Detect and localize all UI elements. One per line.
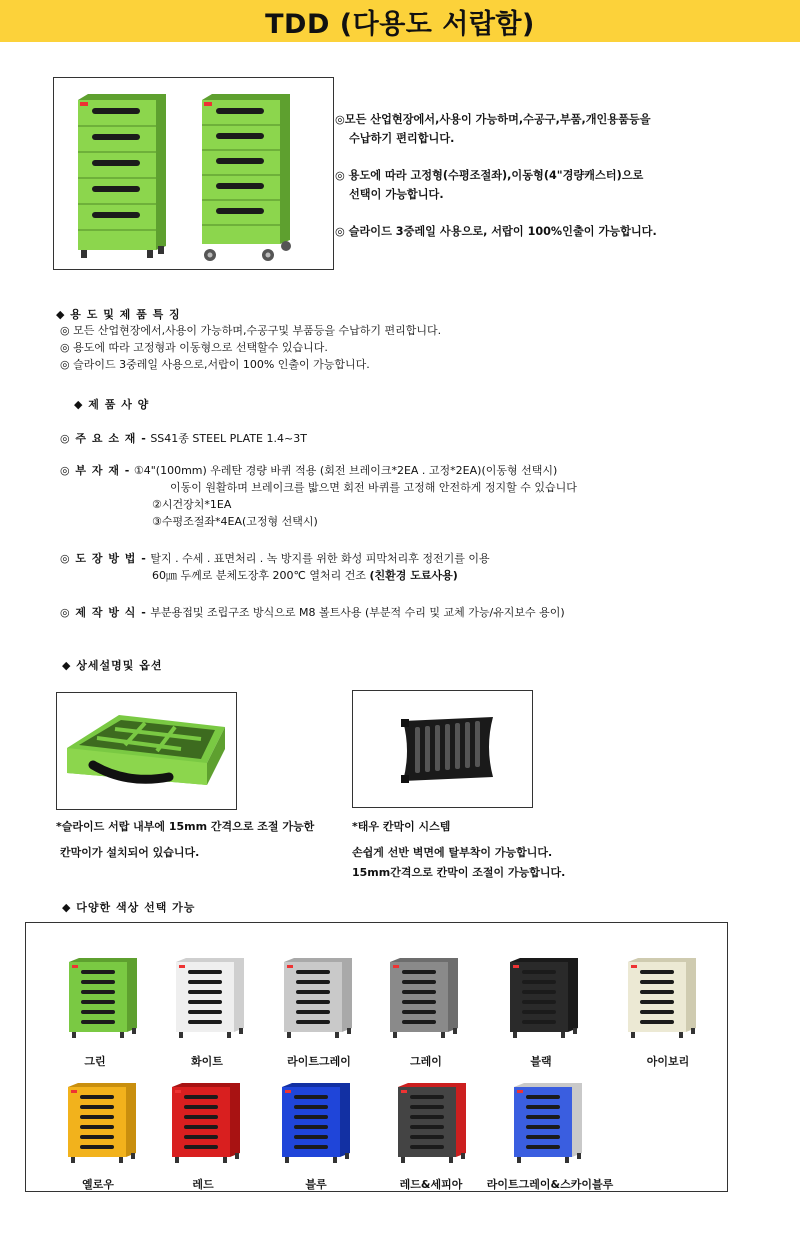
feature-line: ◎ 슬라이드 3중레일 사용으로,서랍이 100% 인출이 가능합니다. xyxy=(60,358,370,371)
feature-line: ◎ 모든 산업현장에서,사용이 가능하며,수공구및 부품등을 수납하기 편리합니다. xyxy=(60,324,442,337)
page-title: TDD (다용도 서랍함) xyxy=(265,8,535,40)
drawer-tray-photo-frame xyxy=(56,692,237,810)
spec-parts-line4: ③수평조절좌*4EA(고정형 선택시) xyxy=(152,515,318,528)
spec-method-value: 부분용접및 조립구조 방식으로 M8 볼트사용 (부분적 수리 및 교체 가능/유지보수 용이) xyxy=(150,606,565,619)
spec-paint-label: ◎ 도 장 방 법 - xyxy=(60,552,147,565)
color-label: 화이트 xyxy=(191,1055,223,1068)
cabinet-row1-0 xyxy=(69,958,137,1038)
cabinet-row1-1 xyxy=(176,958,244,1038)
drawer-divider-tray-image xyxy=(57,693,236,809)
color-label: 라이트그레이 xyxy=(287,1055,351,1068)
colors-heading: ◆ 다양한 색상 선택 가능 xyxy=(62,901,196,914)
color-label: 아이보리 xyxy=(646,1055,690,1068)
features-heading: ◆ 용 도 및 제 품 특 징 xyxy=(56,308,181,321)
spec-material xyxy=(60,430,307,447)
intro-bullet-1: ◎모든 산업현장에서,사용이 가능하며,수공구,부품,개인용품등을 수납하기 편리합니다. xyxy=(335,113,651,145)
fixed-cabinet-image xyxy=(78,94,166,258)
color-label: 레드&세피아 xyxy=(399,1178,463,1191)
color-label: 그린 xyxy=(84,1055,106,1068)
details-heading: ◆ 상세설명및 옵션 xyxy=(62,659,163,672)
cabinet-row2-4 xyxy=(514,1083,582,1163)
spec-paint-line1: 탈지 . 수세 . 표면처리 . 녹 방지를 위한 화성 피막처리후 정전기를 이용 xyxy=(150,552,490,565)
cabinet-row2-2 xyxy=(282,1083,350,1163)
spec-material-value: SS41종 STEEL PLATE 1.4~3T xyxy=(150,432,307,445)
cabinet-row2-1 xyxy=(172,1083,240,1163)
spec-paint-eco: (친환경 도료사용) xyxy=(369,569,458,582)
divider-system-photo-frame xyxy=(352,690,533,808)
cabinet-pair-illustration xyxy=(54,78,333,269)
mobile-cabinet-image xyxy=(202,94,291,261)
cabinet-row1-2 xyxy=(284,958,352,1038)
color-label: 블루 xyxy=(305,1178,327,1191)
intro-bullet-2: ◎ 용도에 따라 고정형(수평조절좌),이동형(4"경량캐스터)으로 선택이 가능합니다. xyxy=(335,169,644,201)
product-photo-frame xyxy=(53,77,334,270)
specs-heading: ◆ 제 품 사 양 xyxy=(74,398,150,411)
spec-parts-line3: ②시건장치*1EA xyxy=(152,498,232,511)
specs-heading-wrap xyxy=(74,396,149,412)
color-label: 레드 xyxy=(192,1178,214,1191)
spec-parts xyxy=(60,462,577,530)
cabinet-row1-4 xyxy=(510,958,578,1038)
title-bar xyxy=(0,0,800,42)
details-heading-wrap xyxy=(62,657,163,673)
intro-bullet-3: ◎ 슬라이드 3중레일 사용으로, 서랍이 100%인출이 가능합니다. xyxy=(335,225,657,238)
spec-paint xyxy=(60,550,490,584)
color-label: 라이트그레이&스카이블루 xyxy=(486,1178,614,1191)
color-label: 블랙 xyxy=(530,1055,552,1068)
tray-caption: *슬라이드 서랍 내부에 15mm 간격으로 조절 가능한 칸막이가 설치되어 있습니다. xyxy=(56,820,315,859)
cabinet-row2-3 xyxy=(398,1083,466,1163)
divider-rail-image xyxy=(353,691,532,807)
spec-parts-line1: ①4"(100mm) 우레탄 경량 바퀴 적용 (회전 브레이크*2EA . 고정*2EA)(이동형 선택시) xyxy=(133,464,558,477)
spec-parts-label: ◎ 부 자 재 - xyxy=(60,464,131,477)
intro-bullet-list xyxy=(335,110,795,259)
cabinet-row1-5 xyxy=(628,958,696,1038)
cabinet-row1-3 xyxy=(390,958,458,1038)
spec-material-label: ◎ 주 요 소 재 - xyxy=(60,432,147,445)
spec-method-label: ◎ 제 작 방 식 - xyxy=(60,606,147,619)
spec-paint-line2: 60㎛ 두께로 분체도장후 200℃ 열처리 건조 xyxy=(152,569,366,582)
spec-parts-line2: 이동이 원활하며 브레이크를 밟으면 회전 바퀴를 고정해 안전하게 정지할 수 있습니다 xyxy=(170,481,577,494)
spec-method xyxy=(60,604,565,621)
features-section xyxy=(56,306,441,373)
color-label: 그레이 xyxy=(410,1055,442,1068)
feature-line: ◎ 용도에 따라 고정형과 이동형으로 선택할수 있습니다. xyxy=(60,341,328,354)
color-label: 옐로우 xyxy=(82,1178,114,1191)
colors-heading-wrap xyxy=(62,899,195,915)
cabinet-row2-0 xyxy=(68,1083,136,1163)
divider-caption: *태우 칸막이 시스템 손쉽게 선반 벽면에 탈부착이 가능합니다. 15mm간격으로 칸막이 조절이 가능합니다. xyxy=(352,820,566,879)
